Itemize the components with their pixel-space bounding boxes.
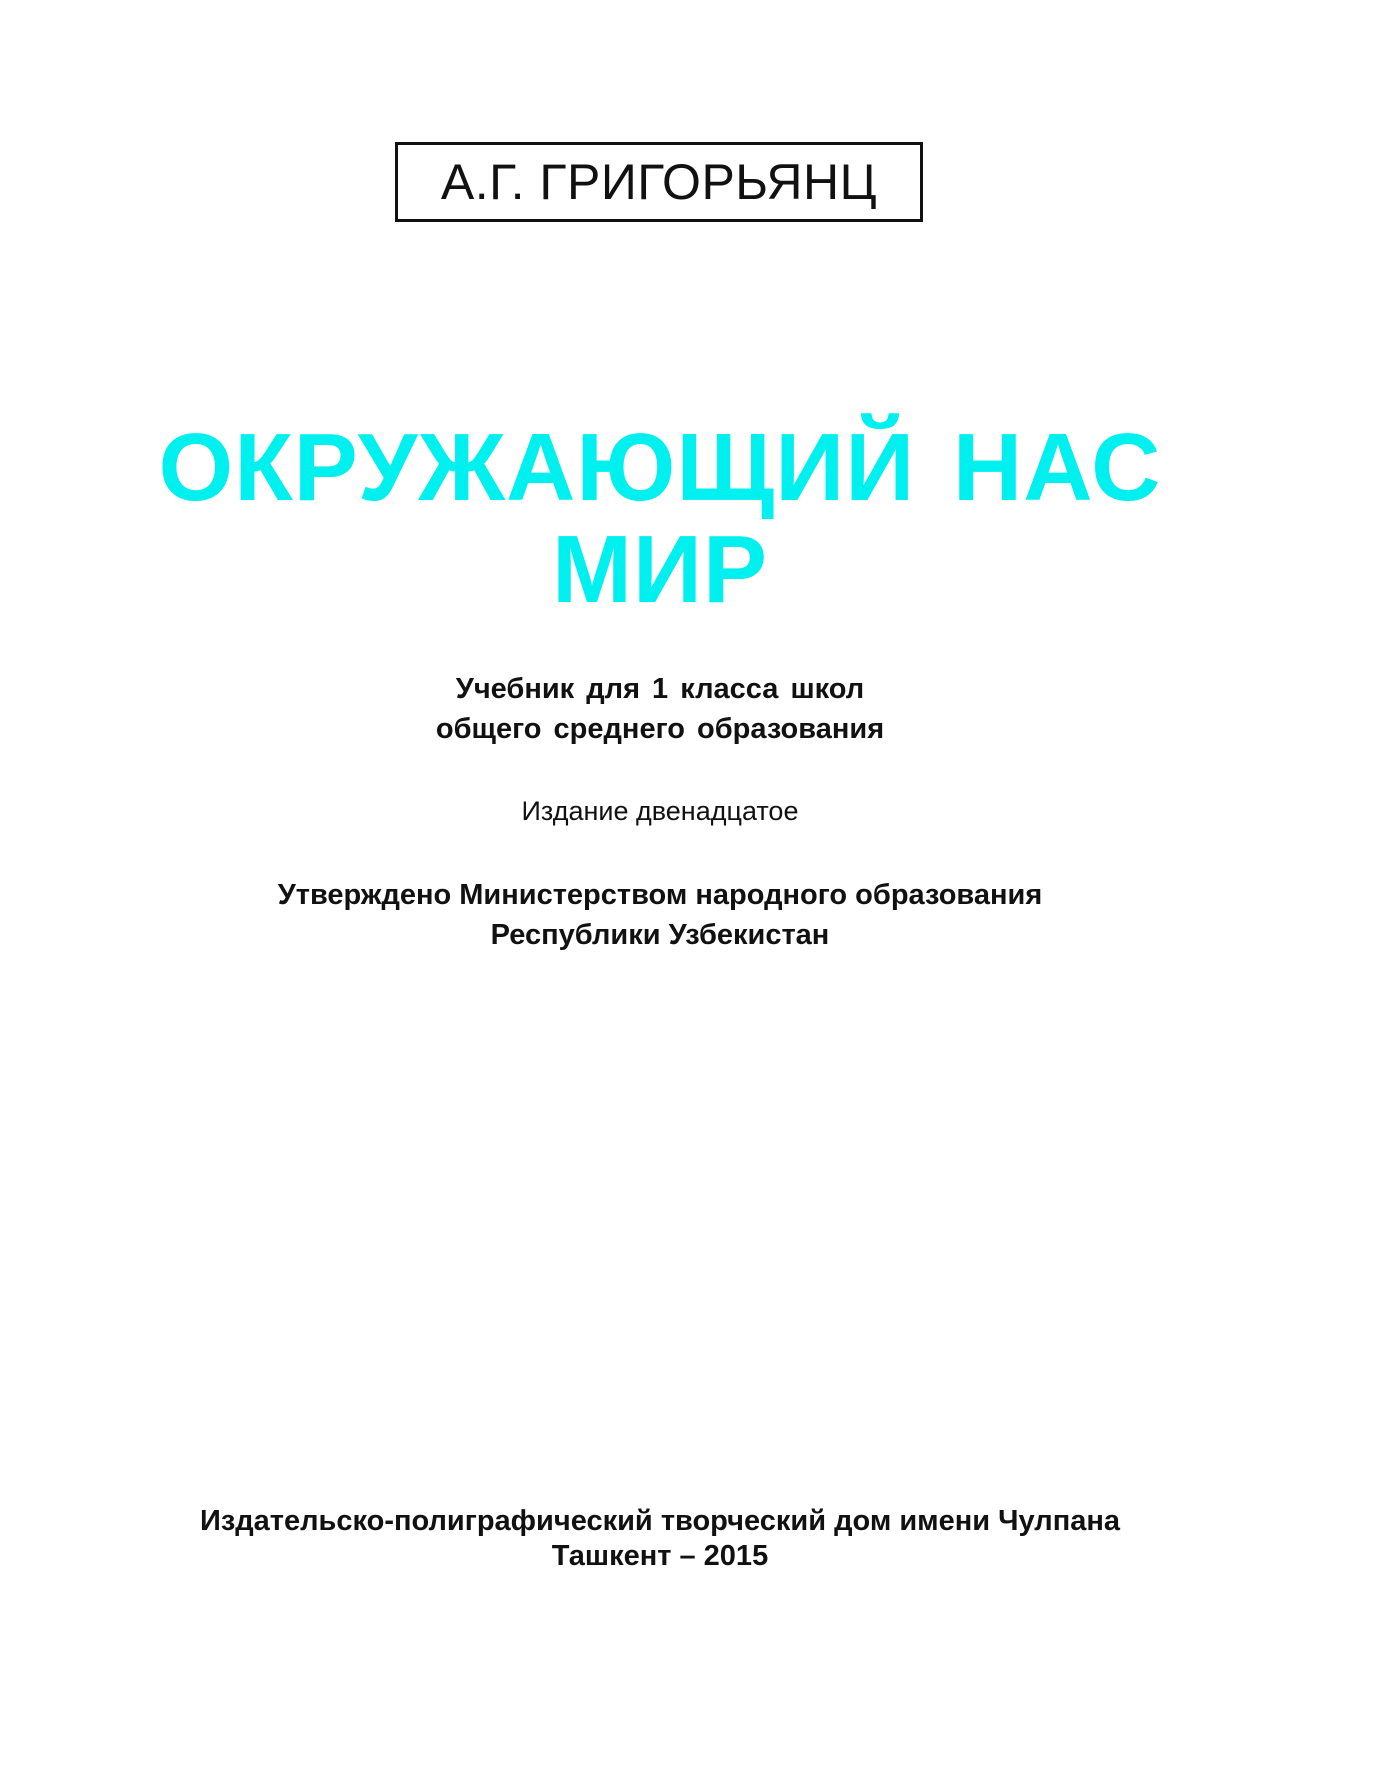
author-name-box [395,142,923,222]
subtitle-line-2: общего среднего образования [435,713,885,745]
publisher-city-year: Ташкент – 2015 [551,1540,769,1572]
approval-line-2: Республики Узбекистан [490,919,830,951]
book-title-line-2: МИР [552,516,768,623]
publisher-name: Издательско-полиграфический творческий дом имени Чулпана [199,1505,1120,1537]
book-title-line-1: ОКРУЖАЮЩИЙ НАС [158,414,1162,521]
author-name: А.Г. ГРИГОРЬЯНЦ [440,154,878,210]
approval-line-1: Утверждено Министерством народного образования [277,879,1043,911]
subtitle-line-1: Учебник для 1 класса школ [455,673,865,705]
edition-note: Издание двенадцатое [521,796,799,826]
